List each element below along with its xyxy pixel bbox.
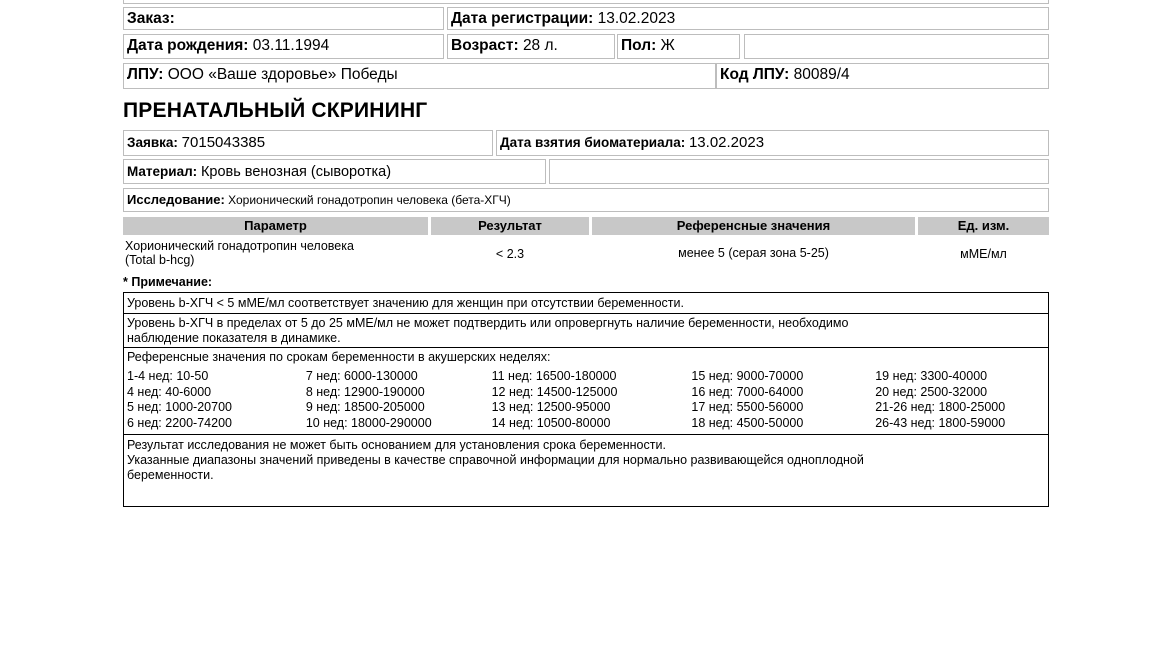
note-line-2a: Уровень b-ХГЧ в пределах от 5 до 25 мМЕ/мл не может подтвердить или опровергнуть наличие беременности, необходимо [127,316,849,330]
result-parameter-line2: (Total b-hcg) [125,253,195,267]
reference-col-5 [875,369,1045,431]
ref-item: 6 нед: 2200-74200 [127,415,232,430]
footer-notes [124,434,1048,485]
ref-item: 8 нед: 12900-190000 [305,384,425,399]
ref-item: 13 нед: 12500-95000 [491,400,611,414]
age-value: 28 л. [522,37,558,54]
footer-note-1: Результат исследования не может быть основанием для установления срока беременности. [127,438,666,452]
sex-label: Пол: [621,37,657,54]
note-line-2b: наблюдение показателя в динамике. [127,331,341,345]
registration-label: Дата регистрации: [451,10,594,27]
lpu-code-value: 80089/4 [793,66,850,83]
ref-item: 10 нед: 18000-290000 [305,415,432,430]
material-field [123,159,546,184]
lpu-value: ООО «Ваше здоровье» Победы [167,66,398,83]
reference-col-1 [127,369,306,431]
footer-note-2b: беременности. [127,468,214,482]
birth-date-field [123,34,444,59]
ref-item: 21-26 нед: 1800-25000 [875,400,1006,414]
study-value: Хорионический гонадотропин человека (бета-ХГЧ) [228,193,511,207]
ref-item: 15 нед: 9000-70000 [691,369,804,383]
ref-item: 17 нед: 5500-56000 [691,400,804,414]
lpu-field [123,63,716,89]
ref-item: 9 нед: 18500-205000 [305,400,425,414]
material-empty-field [549,159,1049,184]
cut-off-row [123,0,1049,4]
ref-item: 26-43 нед: 1800-59000 [875,415,1006,430]
result-parameter-line1: Хорионический гонадотропин человека [125,239,354,253]
material-label: Материал: [127,164,198,179]
study-field [123,188,1049,212]
ref-item: 5 нед: 1000-20700 [127,400,232,414]
empty-field [744,34,1049,59]
ref-item: 19 нед: 3300-40000 [875,369,988,383]
ref-item: 12 нед: 14500-125000 [491,384,618,399]
reference-col-4 [691,369,875,431]
age-field [447,34,615,59]
col-header-reference: Референсные значения [592,217,915,235]
reference-weeks-title: Референсные значения по срокам беременности в акушерских неделях: [127,350,551,364]
footer-note-2a: Указанные диапазоны значений приведены в качестве справочной информации для нормально развивающейся одноплодной [127,453,864,467]
biomaterial-date-field [496,130,1049,156]
reference-col-2 [306,369,492,431]
ref-item: 11 нед: 16500-180000 [491,369,617,383]
result-reference: менее 5 (серая зона 5-25) [678,246,829,260]
registration-field [447,7,1049,30]
age-label: Возраст: [451,37,519,54]
biomaterial-date-value: 13.02.2023 [688,134,765,151]
ref-item: 14 нед: 10500-80000 [491,415,611,430]
note-line-2 [124,313,1048,347]
request-label: Заявка: [127,135,178,150]
section-title: ПРЕНАТАЛЬНЫЙ СКРИНИНГ [123,99,428,122]
registration-value: 13.02.2023 [597,10,676,27]
material-value: Кровь венозная (сыворотка) [200,164,392,180]
lpu-code-field [716,63,1049,89]
notes-box [123,292,1049,507]
ref-item: 20 нед: 2500-32000 [875,384,988,399]
col-header-parameter: Параметр [123,217,428,235]
birth-label: Дата рождения: [127,37,249,54]
reference-weeks-block [124,347,1048,434]
sex-field [617,34,740,59]
order-label: Заказ: [127,10,175,27]
ref-item: 1-4 нед: 10-50 [127,369,209,383]
request-field [123,130,493,156]
note-line-1: Уровень b-ХГЧ < 5 мМЕ/мл соответствует значению для женщин при отсутствии беременности. [127,296,684,310]
biomaterial-date-label: Дата взятия биоматериала: [500,135,686,150]
study-label: Исследование: [127,192,225,207]
ref-item: 18 нед: 4500-50000 [691,415,804,430]
ref-item: 4 нед: 40-6000 [127,384,212,399]
result-value: < 2.3 [495,247,525,261]
request-value: 7015043385 [181,134,266,151]
reference-weeks-grid [127,369,1045,431]
result-parameter [125,239,430,267]
ref-item: 7 нед: 6000-130000 [305,369,418,383]
col-header-result: Результат [431,217,589,235]
ref-item: 16 нед: 7000-64000 [691,384,804,399]
order-field [123,7,444,30]
sex-value: Ж [660,37,675,54]
note-title: * Примечание: [123,275,213,289]
col-header-unit: Ед. изм. [918,217,1049,235]
lpu-code-label: Код ЛПУ: [720,66,790,83]
birth-value: 03.11.1994 [252,37,330,54]
lpu-label: ЛПУ: [127,66,164,83]
reference-col-3 [492,369,692,431]
result-unit: мМЕ/мл [960,247,1007,261]
